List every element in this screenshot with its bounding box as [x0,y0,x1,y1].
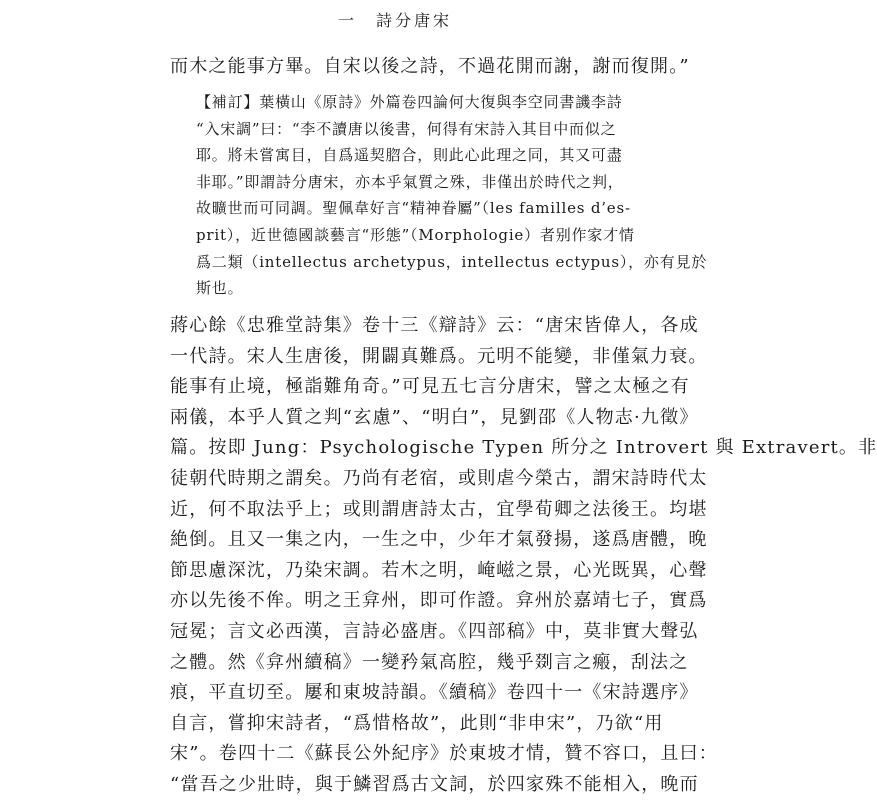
note-line: 非耶。”即謂詩分唐宋，亦本乎氣質之殊，非僅出於時代之判， [196,172,624,191]
note-line: 爲二類（intellectus archetypus，intellectus ectypus），亦有見於 [196,252,708,271]
main-text-top [170,52,690,83]
text-line: 亦以先後不侔。明之王弇州，即可作證。弇州於嘉靖七子，實爲 [170,590,708,612]
text-line: 能事有止境，極詣難角奇。”可見五七言分唐宋，譬之太極之有 [170,376,690,398]
text-line: 痕，平直切至。屢和東坡詩韻。《續稿》卷四十一《宋詩選序》 [170,682,699,704]
note-line: 故曠世而可同調。聖佩韋好言“精神眷屬”（les familles d’es- [196,199,631,218]
text-line: 近，何不取法乎上；或則謂唐詩太古，宜學荀卿之法後王。均堪 [170,498,708,520]
note-line: 斯也。 [196,279,244,298]
note-line: prit），近世德國談藝言“形態”（Morphologie）者别作家才情 [196,225,635,244]
text-line: 徒朝代時期之謂矣。乃尚有老宿，或則虐今榮古，謂宋詩時代太 [170,467,708,489]
text-line: 絶倒。且又一集之内，一生之中，少年才氣發揚，遂爲唐體，晚 [170,529,708,551]
main-text-bottom [170,311,877,801]
supplementary-note [196,89,708,302]
text-line: 節思慮深沈，乃染宋調。若木之明，崦嵫之景，心光既異，心聲 [170,559,708,581]
text-line: 自言，嘗抑宋詩者，“爲惜格故”，此則“非申宋”，乃欲“用 [170,712,664,734]
note-line: “入宋調”曰：“李不讀唐以後書，何得有宋詩入其目中而似之 [196,119,617,138]
text-line: 宋”。卷四十二《蘇長公外紀序》於東坡才情，贊不容口，且曰： [170,743,718,765]
text-line: 而木之能事方畢。自宋以後之詩，不過花開而謝，謝而復開。” [170,56,690,77]
text-line: 冠冕；言文必西漢，言詩必盛唐。《四部稿》中，莫非實大聲弘 [170,620,699,642]
text-line: 蔣心餘《忠雅堂詩集》卷十三《辯詩》云：“唐宋皆偉人，各成 [170,315,699,336]
text-line: “當吾之少壯時，與于鱗習爲古文詞，於四家殊不能相入，晚而 [170,773,699,795]
note-line: 耶。將未嘗寓目，自爲遥契脗合，則此心此理之同，其又可盡 [196,146,623,165]
text-line: 篇。按即 Jung：Psychologische Typen 所分之 Introvert 與 Extravert。非 [170,437,877,459]
text-line: 一代詩。宋人生唐後，開闢真難爲。元明不能變，非僅氣力衰。 [170,345,708,367]
running-head: 一 詩分唐宋 [337,11,452,30]
text-line: 兩儀，本乎人質之判“玄慮”、“明白”，見劉邵《人物志·九徵》 [170,406,699,428]
note-line: 【補訂】葉橫山《原詩》外篇卷四論何大復與李空同書譏李詩 [196,93,623,111]
text-line: 之體。然《弇州續稿》一變矜氣高腔，幾乎剟言之瘢，刮法之 [170,651,689,673]
